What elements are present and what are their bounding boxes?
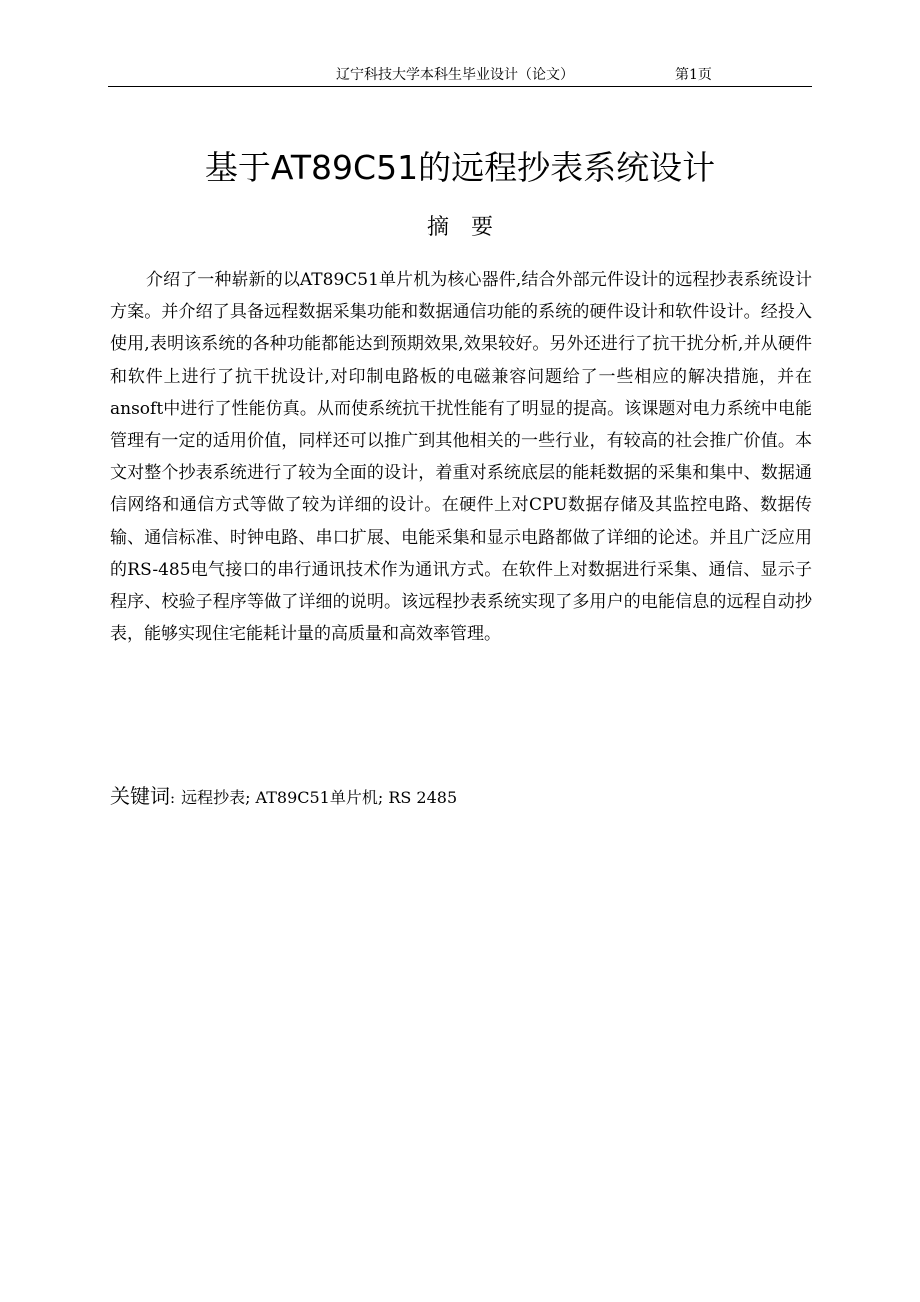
document-title: 基于AT89C51的远程抄表系统设计 <box>204 148 716 187</box>
keywords-label: 关键词 <box>110 784 170 808</box>
abstract-heading: 摘要 <box>426 215 515 240</box>
page-header <box>108 60 812 87</box>
page-number: 第1页 <box>675 67 712 83</box>
keywords-line <box>110 780 812 809</box>
keywords-colon: : <box>170 789 176 807</box>
keywords-text: 远程抄表; AT89C51单片机; RS 2485 <box>181 788 458 807</box>
abstract-body: 介绍了一种崭新的以AT89C51单片机为核心器件,结合外部元件设计的远程抄表系统设计方案。并介绍了具备远程数据采集功能和数据通信功能的系统的硬件设计和软件设计。经投入使用,表明该系统的各种功能都能达到预期效果,效果较好。另外还进行了抗干扰分析,并从硬件和软件上进行了抗干扰设计,对印制电路板的电磁兼容问题给了一些相应的解决措施，并在ansoft中进行了性能仿真。从而使系统抗干扰性能有了明显的提高。该课题对电力系统中电能管理有一定的适用价值，同样还可以推广到其他相关的一些行业，有较高的社会推广价值。本文对整个抄表系统进行了较为全面的设计，着重对系统底层的能耗数据的采集和集中、数据通信网络和通信方式等做了较为详细的设计。在硬件上对CPU数据存储及其监控电路、数据传输、通信标准、时钟电路、串口扩展、电能采集和显示电路都做了详细的论述。并且广泛应用的RS-485电气接口的串行通讯技术作为通讯方式。在软件上对数据进行采集、通信、显示子程序、校验子程序等做了详细的说明。该远程抄表系统实现了多用户的电能信息的远程自动抄表，能够实现住宅能耗计量的高质量和高效率管理。 <box>110 270 812 645</box>
header-title: 辽宁科技大学本科生毕业设计（论文） <box>336 67 574 83</box>
